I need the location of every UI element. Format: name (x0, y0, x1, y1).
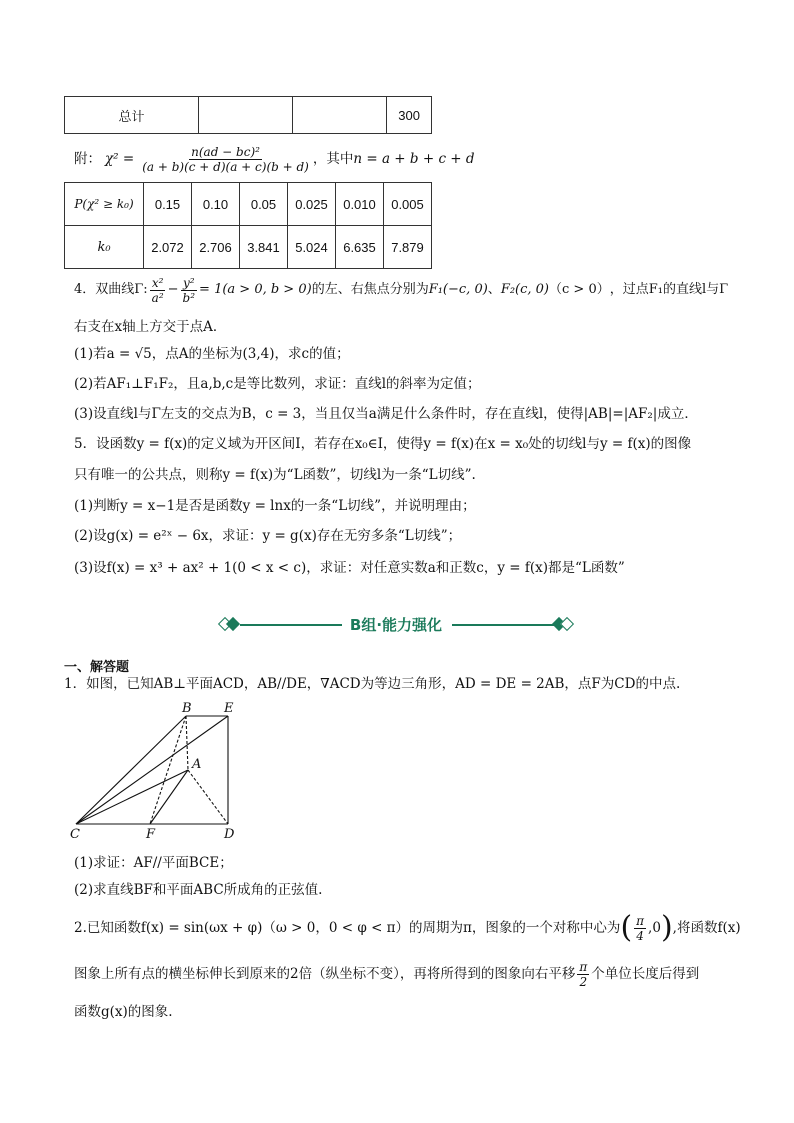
prob-row-label: P(χ² ≥ k₀) (65, 183, 144, 226)
k-cell: 3.841 (240, 226, 288, 269)
frac-den: a² (151, 290, 164, 305)
q4-frac-x (150, 276, 166, 305)
g2-line1 (74, 910, 741, 946)
frac-den: 4 (636, 928, 644, 943)
label-F: F (146, 827, 156, 842)
frac-num: π (636, 913, 645, 928)
chi-square-formula (74, 140, 475, 178)
section-divider (218, 612, 574, 638)
table-row (65, 97, 432, 134)
edge-AB-dashed (186, 716, 188, 770)
table-row (65, 226, 432, 269)
empty-cell (293, 97, 387, 134)
q5-part1: (1)判断y = x−1是否是函数y = lnx的一条“L切线”，并说明理由； (74, 498, 476, 514)
g1-part2: (2)求直线BF和平面ABC所成角的正弦值. (74, 882, 323, 898)
label-E: E (224, 701, 234, 716)
k-cell: 5.024 (288, 226, 336, 269)
edge-AF (150, 770, 188, 824)
q5-line2: 只有唯一的公共点，则称y = f(x)为“L函数”，切线l为一条“L切线”. (74, 467, 476, 483)
q4-line2: 右支在x轴上方交于点A． (74, 319, 227, 335)
q4-part3: (3)设直线l与Γ左支的交点为B，c = 3，当且仅当a满足什么条件时，存在直线l，使得|AB|=|AF₂|成立． (74, 406, 698, 422)
q5-part2: (2)设g(x) = e²ˣ − 6x，求证：y = g(x)存在无穷多条“L切线”； (74, 528, 462, 544)
formula-where: n = a + b + c + d (353, 151, 475, 167)
q4-focus-2: F₂(c, 0) (500, 282, 550, 297)
g2-center-frac (634, 914, 646, 943)
frac-num: π (579, 959, 588, 974)
total-label: 总计 (65, 97, 199, 134)
g1-line1: 1．如图，已知AB⊥平面ACD，AB//DE，∇ACD为等边三角形，AD = DE = 2AB，点F为CD的中点. (64, 676, 681, 692)
k-row-label: k₀ (65, 226, 144, 269)
formula-denominator: (a + b)(c + d)(a + c)(b + d) (142, 159, 309, 174)
g2-text: 2.已知函数f(x) = sin(ωx + φ)（ω > 0，0 < φ < π）的周期为π，图象的一个对称中心为 (74, 920, 621, 936)
q4-line1 (74, 272, 728, 308)
q4-intro: 4．双曲线Γ: (74, 282, 148, 297)
edge-BF-dashed (150, 716, 186, 824)
k-cell: 2.706 (192, 226, 240, 269)
summary-table (64, 96, 432, 134)
prob-cell: 0.10 (192, 183, 240, 226)
prob-cell: 0.05 (240, 183, 288, 226)
q4-text: 的左、右焦点分别为 (311, 282, 429, 297)
q4-part2: (2)若AF₁⊥F₁F₂，且a,b,c是等比数列，求证：直线l的斜率为定值； (74, 376, 481, 392)
prob-cell: 0.025 (288, 183, 336, 226)
divider-line-right (452, 624, 556, 626)
left-paren: ( (620, 910, 633, 945)
k-cell: 2.072 (144, 226, 192, 269)
q5-line1: 5．设函数y = f(x)的定义域为开区间I，若存在x₀∈I，使得y = f(x)在x = x₀处的切线l与y = f(x)的图像 (74, 436, 692, 452)
q4-c-positive: （c > 0） (549, 282, 610, 297)
g1-part1: (1)求证：AF//平面BCE； (74, 855, 233, 871)
formula-prefix: 附： (74, 151, 101, 167)
g2-text: 图象上所有点的横坐标伸长到原来的2倍（纵坐标不变），再将所得到的图象向右平移 (74, 966, 576, 982)
total-value: 300 (387, 97, 432, 134)
edge-CE (76, 716, 228, 824)
q5-part3: (3)设f(x) = x³ + ax² + 1(0 < x < c)，求证：对任意实数a和正数c，y = f(x)都是“L函数” (74, 560, 625, 576)
frac-num: y² (183, 275, 195, 290)
k-cell: 6.635 (336, 226, 384, 269)
g2-line2 (74, 956, 699, 992)
q4-frac-y (181, 276, 198, 305)
prob-cell: 0.005 (384, 183, 432, 226)
edge-CB (76, 716, 186, 824)
frac-den: b² (182, 290, 196, 305)
edge-CA (76, 770, 188, 824)
g2-shift-frac (577, 960, 589, 989)
right-paren: ) (660, 910, 673, 945)
table-row (65, 183, 432, 226)
section-title: 一、解答题 (64, 660, 130, 675)
label-A: A (192, 757, 202, 772)
k-cell: 7.879 (384, 226, 432, 269)
g2-line3: 函数g(x)的图象. (74, 1004, 173, 1020)
empty-cell (198, 97, 292, 134)
chi-symbol: χ² = (105, 151, 135, 167)
formula-fraction (140, 145, 311, 174)
frac-num: x² (151, 275, 164, 290)
label-C: C (70, 827, 80, 842)
label-D: D (224, 827, 235, 842)
q4-text-tail: ，过点F₁的直线l与Γ (609, 282, 729, 297)
edge-AD-dashed (188, 770, 228, 824)
label-B: B (182, 701, 192, 716)
prob-cell: 0.010 (336, 183, 384, 226)
frac-den: 2 (579, 974, 588, 989)
g2-text-tail: 个单位长度后得到 (591, 966, 700, 982)
minus-sign: − (167, 282, 179, 297)
formula-numerator: n(ad − bc)² (191, 144, 260, 159)
g2-text-tail: ,将函数f(x) (672, 920, 741, 936)
g2-center-tail: ,0 (648, 920, 661, 936)
q4-condition: = 1(a > 0, b > 0) (199, 282, 312, 297)
geometry-figure (64, 698, 244, 842)
critical-value-table (64, 182, 432, 269)
q4-part1: (1)若a = √5，点A的坐标为(3,4)，求c的值； (74, 346, 350, 362)
q4-focus-1: F₁(−c, 0) (428, 282, 488, 297)
separator: 、 (487, 282, 501, 297)
formula-suffix: ，其中 (312, 151, 354, 167)
prob-cell: 0.15 (144, 183, 192, 226)
divider-label: B组·能力强化 (349, 616, 443, 634)
